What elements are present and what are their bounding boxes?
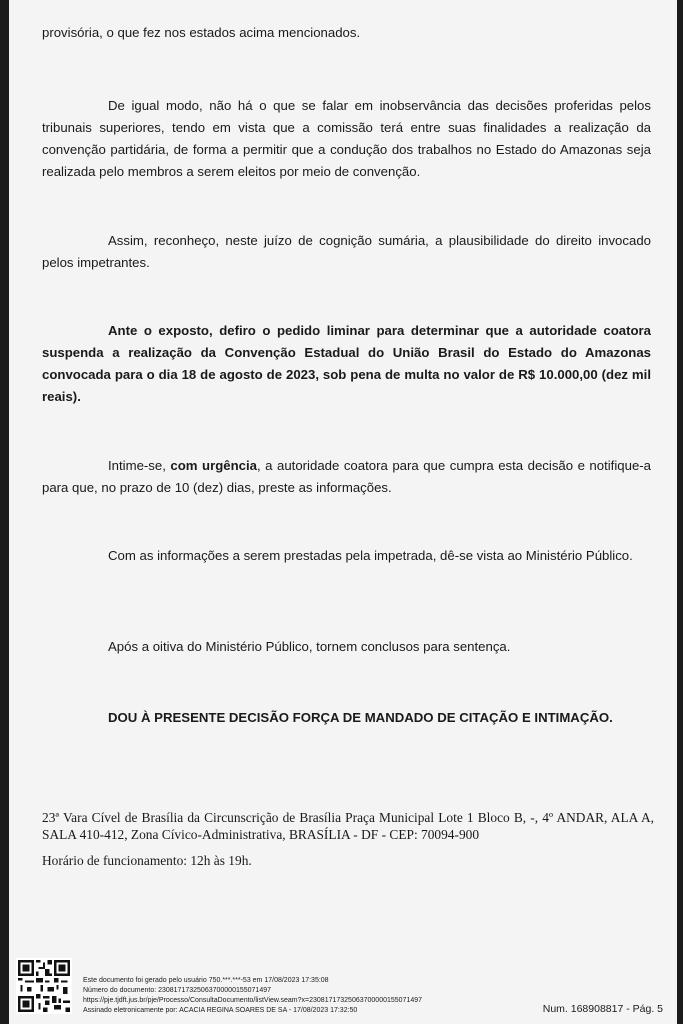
p5-start: Intime-se, xyxy=(108,458,171,473)
right-dark-edge xyxy=(677,0,683,1024)
paragraph-4-decision: Ante o exposto, defiro o pedido liminar para determinar que a autoridade coatora suspenda a realização da Convenção Estadual do União Brasil do Estado do Amazonas convocada para o dia 18 de agosto de 2023, sob pena de multa no valor de R$ 10.000,00 (dez mil reais). xyxy=(42,323,651,404)
paragraph-5 xyxy=(42,455,651,499)
paragraph-7: Após a oitiva do Ministério Público, tornem conclusos para sentença. xyxy=(108,639,511,654)
paragraph-3: Assim, reconheço, neste juízo de cognição sumária, a plausibilidade do direito invocado pelos impetrantes. xyxy=(42,233,651,270)
paragraph-8-mandado: DOU À PRESENTE DECISÃO FORÇA DE MANDADO DE CITAÇÃO E INTIMAÇÃO. xyxy=(108,710,613,725)
paragraph-1: provisória, o que fez nos estados acima mencionados. xyxy=(42,25,361,40)
paragraph-2: De igual modo, não há o que se falar em inobservância das decisões proferidas pelos tribunais superiores, tendo em vista que a comissão terá entre suas finalidades a realização da convenção partidária, de forma a permitir que a condução dos trabalhos no Estado do Amazonas seja realizada pelo membros a serem eleitos por meio de convenção. xyxy=(42,98,651,179)
footer-generated-by: Este documento foi gerado pelo usuário 750.***.***-53 em 17/08/2023 17:35:08 xyxy=(83,977,329,984)
paragraph-6: Com as informações a serem prestadas pela impetrada, dê-se vista ao Ministério Público. xyxy=(108,548,633,563)
document-page xyxy=(9,0,677,1024)
footer-document-number: Número do documento: 23081717325063700000155071497 xyxy=(83,987,271,994)
court-address: 23ª Vara Cível de Brasília da Circunscrição de Brasília Praça Municipal Lote 1 Bloco B, -, 4º ANDAR, ALA A, SALA 410-412, Zona Cívico-Administrativa, BRASÍLIA - DF - CEP: 70094-900 xyxy=(42,810,654,842)
p5-bold: com urgência xyxy=(170,458,257,473)
p5-end: , a autoridade coatora para que cumpra esta decisão e notifique-a para que, no prazo de 10 (dez) dias, preste as informações. xyxy=(42,458,652,495)
footer-signature: Assinado eletronicamente por: ACACIA REGINA SOARES DE SA - 17/08/2023 17:32:50 xyxy=(83,1007,358,1014)
footer-document-url[interactable]: https://pje.tjdft.jus.br/pje/Processo/ConsultaDocumento/listView.seam?x=23081717325063700000155071497 xyxy=(83,997,423,1004)
qr-code-icon xyxy=(16,958,72,1014)
left-dark-edge xyxy=(0,0,9,1024)
office-hours: Horário de funcionamento: 12h às 19h. xyxy=(42,853,252,868)
page-number: Num. 168908817 - Pág. 5 xyxy=(542,1003,663,1015)
